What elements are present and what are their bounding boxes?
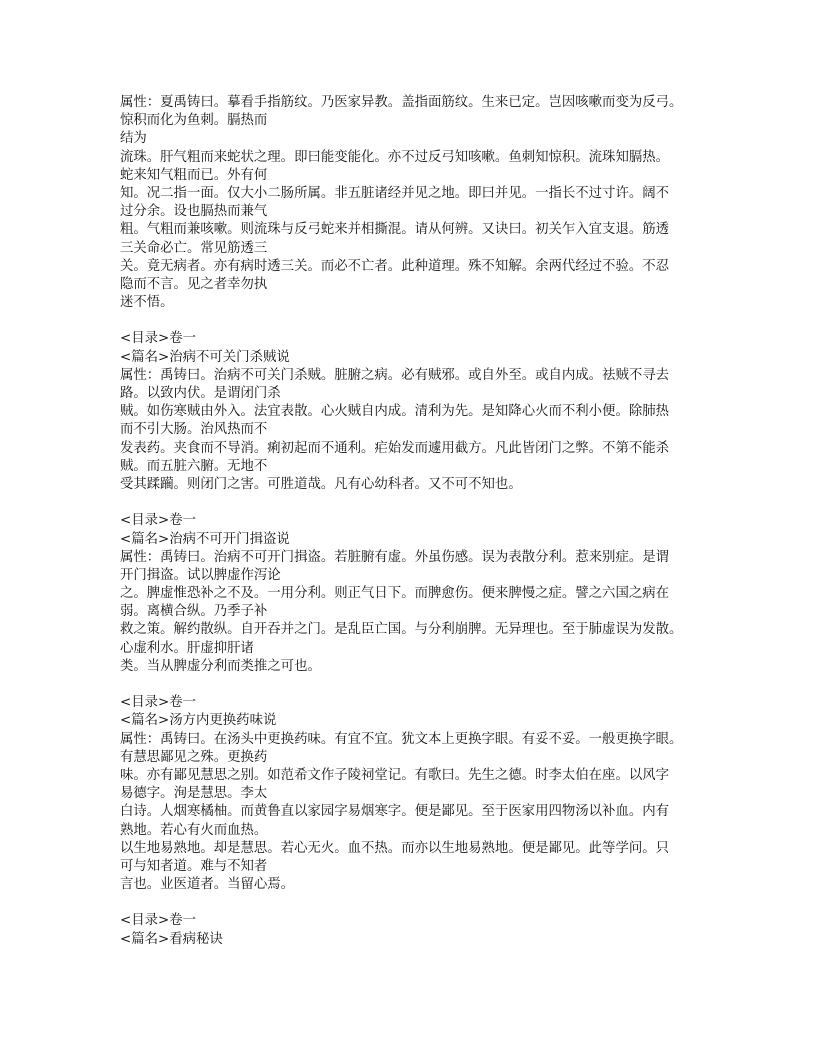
text-line: 属性：禹铸曰。治病不可开门揖盗。若脏腑有虚。外虽伤感。误为表散分利。惹来别症。是谓 bbox=[120, 549, 670, 565]
text-line: <目录>卷一 bbox=[120, 513, 197, 529]
text-line: 流珠。肝气粗而来蛇状之理。即曰能变能化。亦不过反弓知咳嗽。鱼刺知惊积。流珠知膈热。 bbox=[120, 149, 670, 165]
paragraph-gap bbox=[120, 676, 700, 694]
text-line: 救之策。解约散纵。自开吞并之门。是乱臣亡国。与分利崩脾。无异理也。至于肺虚误为发散。 bbox=[120, 622, 683, 638]
text-line: 弱。离横合纵。乃季子补 bbox=[120, 604, 268, 620]
text-line: 味。亦有鄙见慧思之别。如范希文作子陵祠堂记。有歌曰。先生之德。时李太伯在座。以风字 bbox=[120, 767, 670, 783]
text-line: 属性：禹铸曰。在汤头中更换药味。有宜不宜。犹文本上更换字眼。有妥不妥。一般更换字眼。 bbox=[120, 731, 683, 747]
text-line: 三关命必亡。常见筋透三 bbox=[120, 240, 268, 256]
text-line: 以生地易熟地。却是慧思。若心无火。血不热。而亦以生地易熟地。便是鄙见。此等学问。只 bbox=[120, 840, 670, 856]
text-line: <篇名>汤方内更换药味说 bbox=[120, 713, 277, 729]
text-line: 隐而不言。见之者幸勿执 bbox=[120, 276, 268, 292]
text-line: 之。脾虚惟恐补之不及。一用分利。则正气日下。而脾愈伤。便来脾慢之症。譬之六国之病在 bbox=[120, 586, 670, 602]
text-line: 类。当从脾虚分利而类推之可也。 bbox=[120, 658, 321, 674]
text-line: <目录>卷一 bbox=[120, 913, 197, 929]
text-line: <目录>卷一 bbox=[120, 331, 197, 347]
text-line: <目录>卷一 bbox=[120, 695, 197, 711]
text-line: 言也。业医道者。当留心焉。 bbox=[120, 877, 295, 893]
text-line: 属性：夏禹铸曰。摹看手指筋纹。乃医家异教。盖指面筋纹。生来已定。岂因咳嗽而变为反弓。 bbox=[120, 95, 683, 110]
text-line: 贼。而五脏六腑。无地不 bbox=[120, 458, 268, 474]
paragraph-gap bbox=[120, 894, 700, 912]
text-line: 路。以致内伏。是谓闭门杀 bbox=[120, 386, 281, 401]
text-line: 惊积而化为鱼刺。膈热而 bbox=[120, 113, 268, 129]
text-line: 知。况二指一面。仅大小二肠所属。非五脏诸经并见之地。即曰并见。一指长不过寸许。阔不 bbox=[120, 185, 670, 201]
text-line: 结为 bbox=[120, 131, 147, 147]
text-line: 属性：禹铸曰。治病不可关门杀贼。脏腑之病。必有贼邪。或自外至。或自内成。祛贼不寻去 bbox=[120, 367, 670, 383]
text-line: 迷不悟。 bbox=[120, 295, 174, 311]
text-line: 蛇来知气粗而已。外有何 bbox=[120, 167, 268, 183]
document-body bbox=[120, 94, 700, 949]
text-line: 粗。气粗而兼咳嗽。则流珠与反弓蛇来并相撕混。请从何辨。又诀曰。初关乍入宜支退。筋透 bbox=[120, 222, 670, 238]
text-line: 可与知者道。难与不知者 bbox=[120, 858, 268, 874]
text-line: 有慧思鄙见之殊。更换药 bbox=[120, 749, 268, 765]
text-line: 熟地。若心有火而血热。 bbox=[120, 822, 268, 838]
text-line: 易德字。洵是慧思。李太 bbox=[120, 786, 268, 802]
text-line: 过分余。设也膈热而兼气 bbox=[120, 204, 268, 220]
text-line: <篇名>看病秘诀 bbox=[120, 931, 223, 947]
text-line: 心虚利水。肝虚抑肝诸 bbox=[120, 640, 254, 656]
text-line: 而不引大肠。治风热而不 bbox=[120, 422, 268, 438]
text-line: <篇名>治病不可关门杀贼说 bbox=[120, 349, 290, 365]
text-line: 白诗。人烟寒橘柚。而黄鲁直以家园字易烟寒字。便是鄙见。至于医家用四物汤以补血。内有 bbox=[120, 804, 670, 820]
text-line: 开门揖盗。试以脾虚作泻论 bbox=[120, 567, 281, 583]
text-line: 贼。如伤寒贼由外入。法宜表散。心火贼自内成。清利为先。是知降心火而不利小便。除肺热 bbox=[120, 404, 670, 420]
text-line: <篇名>治病不可开门揖盗说 bbox=[120, 531, 290, 547]
text-line: 受其蹂躏。则闭门之害。可胜道哉。凡有心幼科者。又不可不知也。 bbox=[120, 476, 522, 492]
paragraph-gap bbox=[120, 494, 700, 512]
paragraph-gap bbox=[120, 312, 700, 330]
text-line: 关。竟无病者。亦有病时透三关。而必不亡者。此种道理。殊不知解。余两代经过不验。不忍 bbox=[120, 258, 670, 274]
text-line: 发表药。夹食而不导消。痢初起而不通利。疟始发而遽用截方。凡此皆闭门之弊。不第不能杀 bbox=[120, 440, 670, 456]
